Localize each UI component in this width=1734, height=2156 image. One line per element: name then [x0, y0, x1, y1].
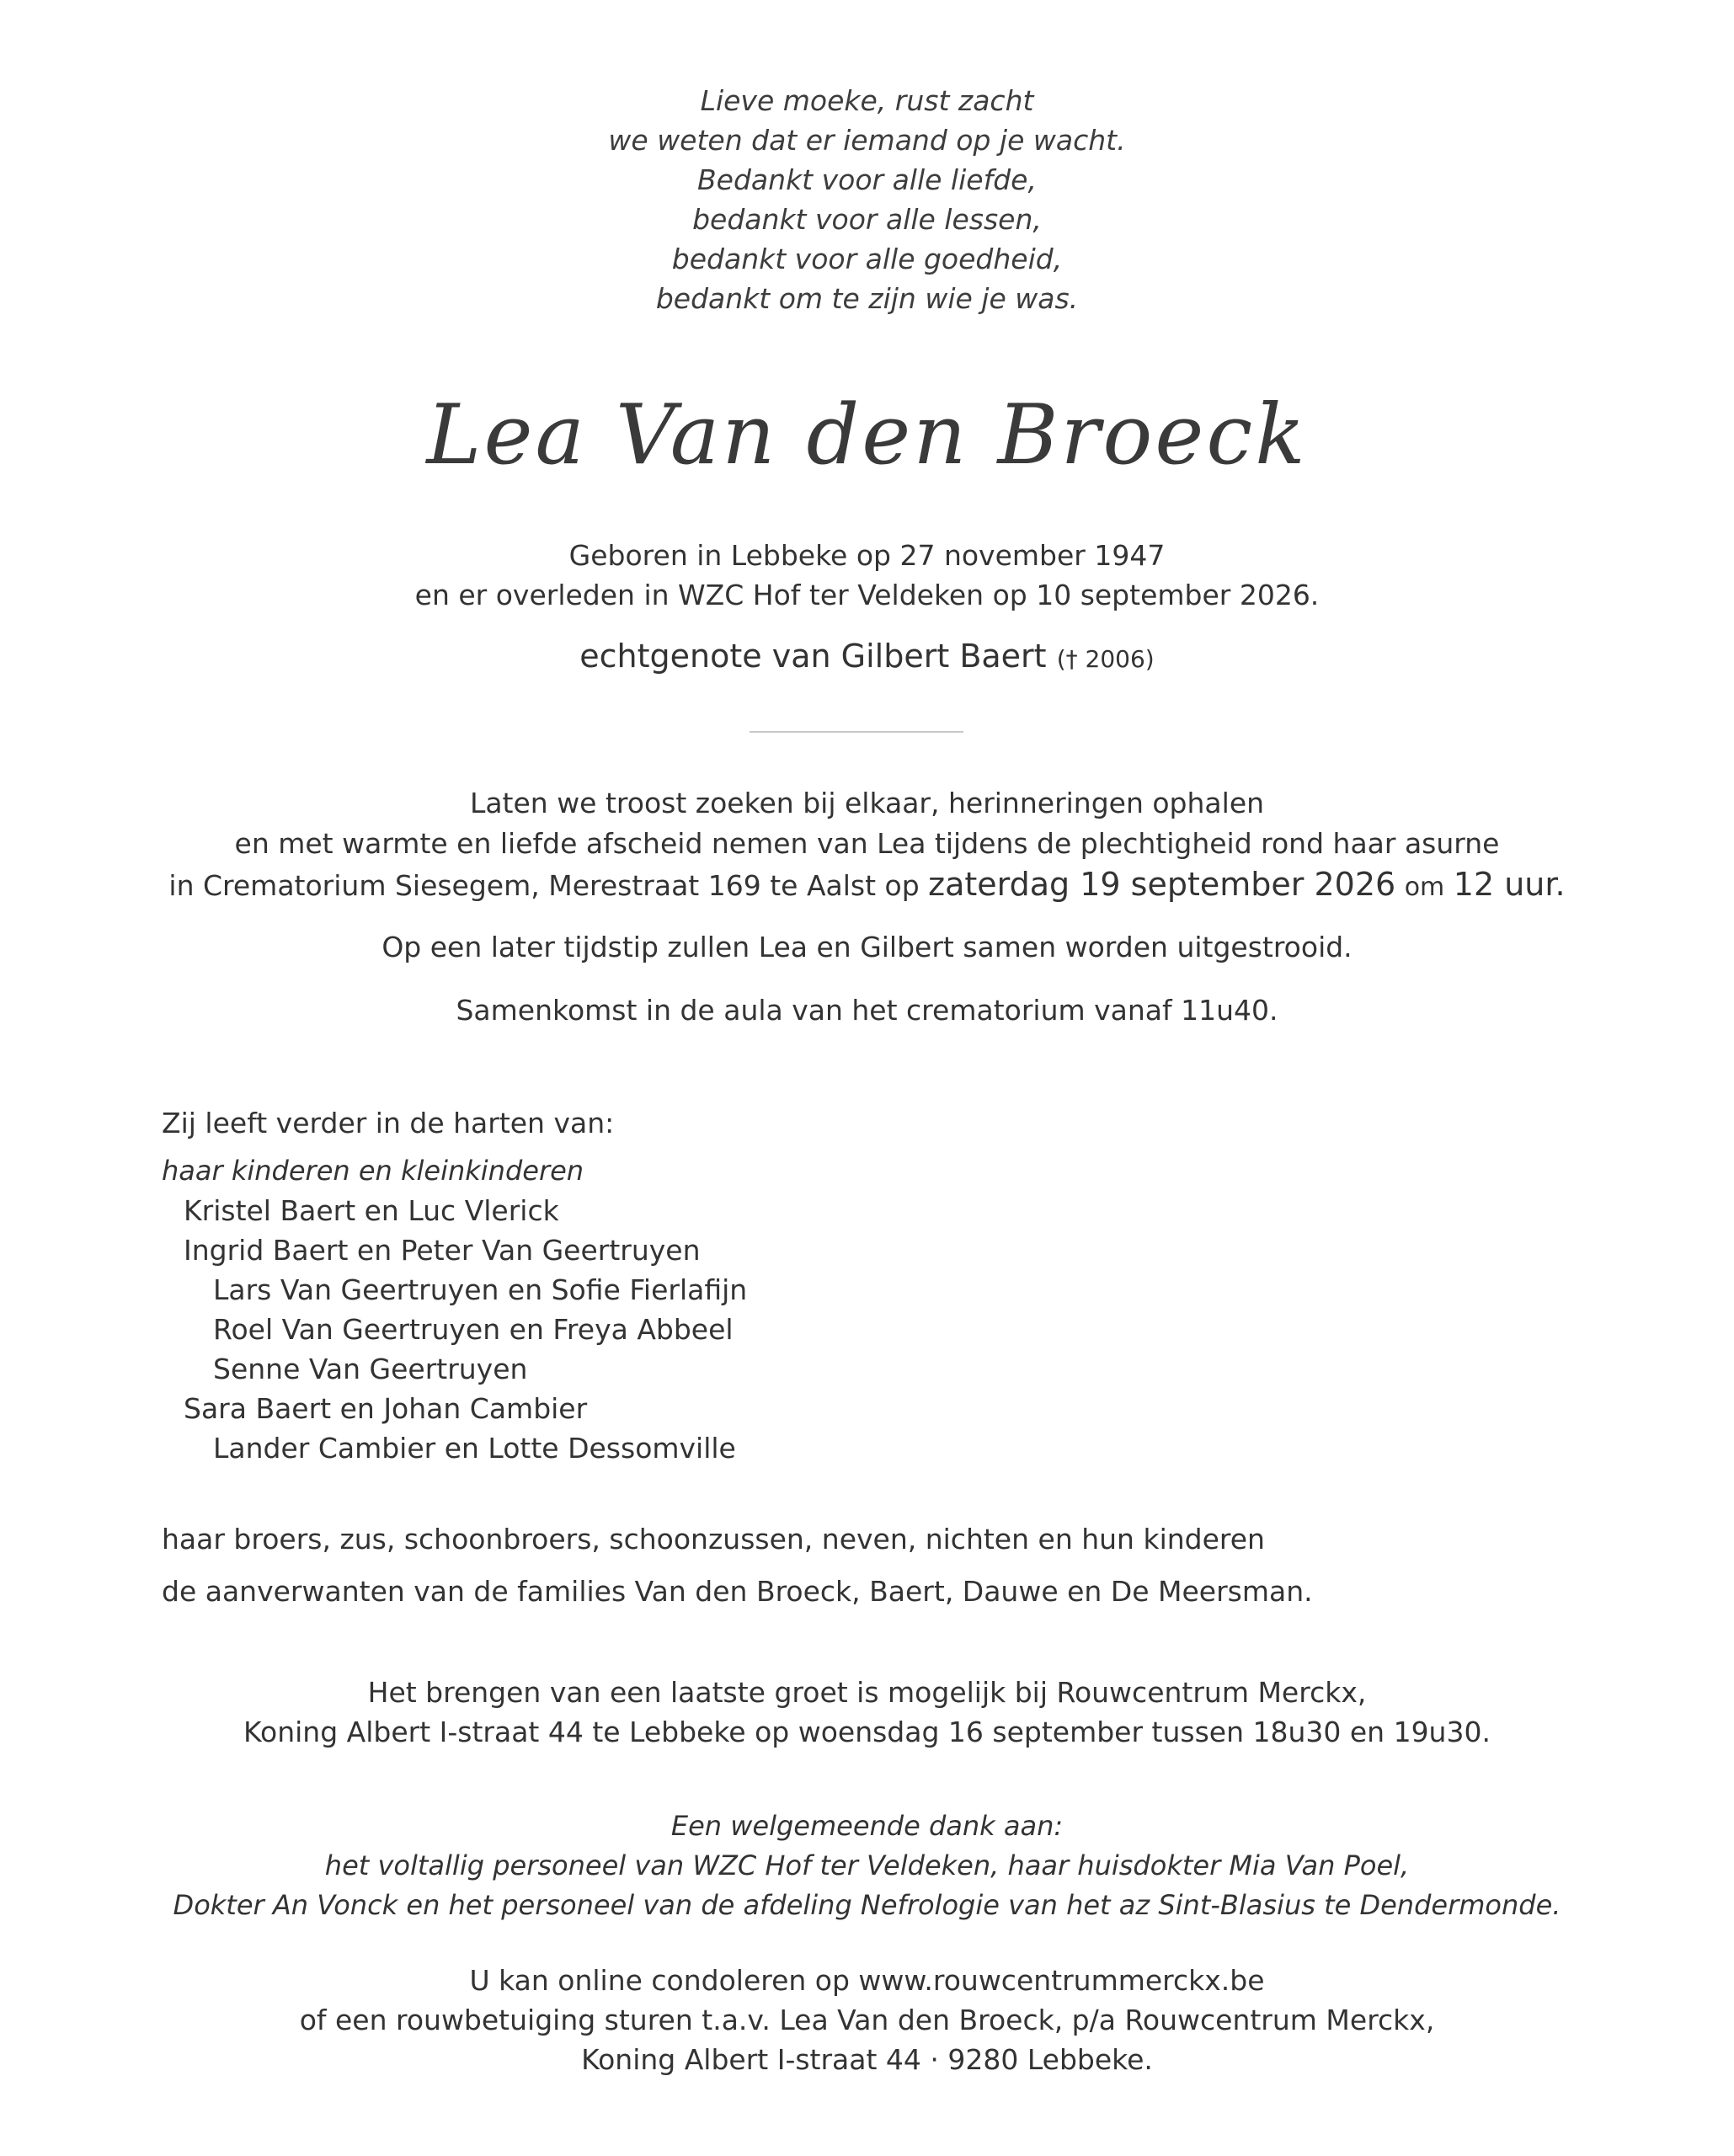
poem-line: Lieve moeke, rust zacht: [700, 84, 1034, 117]
poem-line: bedankt om te zijn wie je was.: [655, 282, 1079, 315]
ceremony-line: [0, 864, 1734, 908]
ceremony-date: zaterdag 19 september 2026: [928, 866, 1396, 903]
ceremony-line: en met warmte en liefde afscheid nemen van Lea tijdens de plechtigheid rond haar asurne: [234, 827, 1500, 860]
relatives-line: de aanverwanten van de families Van den Broeck, Baert, Dauwe en De Meersman.: [162, 1575, 1313, 1608]
ceremony-time: 12 uur.: [1453, 866, 1566, 903]
spouse-note: († 2006): [1056, 645, 1155, 673]
ceremony-place: in Crematorium Siesegem, Merestraat 169 te Aalst op: [168, 869, 920, 902]
thanks-line: het voltallig personeel van WZC Hof ter Veldeken, haar huisdokter Mia Van Poel,: [324, 1849, 1410, 1881]
family-intro: Zij leeft verder in de harten van:: [162, 1107, 615, 1139]
birth-death-info: [0, 536, 1734, 615]
condolence-line: Koning Albert I-straat 44 · 9280 Lebbeke.: [581, 2043, 1153, 2076]
thanks-line: Een welgemeende dank aan:: [670, 1810, 1064, 1842]
poem-line: Bedankt voor alle liefde,: [697, 163, 1037, 196]
scattering-info: Op een later tijdstip zullen Lea en Gilbert samen worden uitgestrooid.: [381, 931, 1353, 963]
spouse-info: [0, 638, 1734, 675]
ceremony-line: Laten we troost zoeken bij elkaar, herinneringen ophalen: [469, 787, 1265, 819]
poem-line: we weten dat er iemand op je wacht.: [608, 124, 1126, 157]
family-member: Lars Van Geertruyen en Sofie Fierlafijn: [213, 1273, 748, 1306]
condolence-line: U kan online condoleren op www.rouwcentrummerckx.be: [469, 1964, 1265, 1997]
death-line: en er overleden in WZC Hof ter Veldeken op 10 september 2026.: [414, 579, 1320, 611]
relatives-line: haar broers, zus, schoonbroers, schoonzussen, neven, nichten en hun kinderen: [162, 1523, 1265, 1556]
family-member: Senne Van Geertruyen: [213, 1353, 528, 1385]
family-member: Roel Van Geertruyen en Freya Abbeel: [213, 1313, 734, 1346]
ceremony-info: [0, 783, 1734, 908]
visit-line: Het brengen van een laatste groet is mogelijk bij Rouwcentrum Merckx,: [367, 1676, 1367, 1709]
condolence-line: of een rouwbetuiging sturen t.a.v. Lea Van den Broeck, p/a Rouwcentrum Merckx,: [299, 2004, 1435, 2036]
family-member: Lander Cambier en Lotte Dessomville: [213, 1432, 736, 1465]
thanks: [0, 1806, 1734, 1925]
family-member: Sara Baert en Johan Cambier: [184, 1392, 588, 1425]
condolence-info: [0, 1961, 1734, 2079]
visitation-info: [0, 1673, 1734, 1752]
spouse-text: echtgenote van Gilbert Baert: [579, 638, 1047, 675]
divider: [750, 731, 963, 733]
poem-line: bedankt voor alle goedheid,: [671, 243, 1063, 275]
family-list: [162, 1103, 747, 1468]
family-member: Ingrid Baert en Peter Van Geertruyen: [184, 1234, 701, 1267]
family-member: Kristel Baert en Luc Vlerick: [184, 1194, 559, 1227]
gathering-info: Samenkomst in de aula van het crematorium vanaf 11u40.: [456, 994, 1278, 1027]
poem: [0, 81, 1734, 318]
thanks-line: Dokter An Vonck en het personeel van de afdeling Nefrologie van het az Sint-Blasius te Dendermonde.: [173, 1889, 1561, 1921]
birth-line: Geboren in Lebbeke op 27 november 1947: [568, 539, 1166, 572]
poem-line: bedankt voor alle lessen,: [692, 203, 1042, 236]
family-subheading: haar kinderen en kleinkinderen: [162, 1155, 584, 1187]
ceremony-om: om: [1404, 873, 1445, 902]
visit-line: Koning Albert I-straat 44 te Lebbeke op woensdag 16 september tussen 18u30 en 19u30.: [243, 1716, 1491, 1748]
deceased-name: Lea Van den Broeck: [426, 387, 1308, 483]
relatives: [162, 1513, 1313, 1618]
